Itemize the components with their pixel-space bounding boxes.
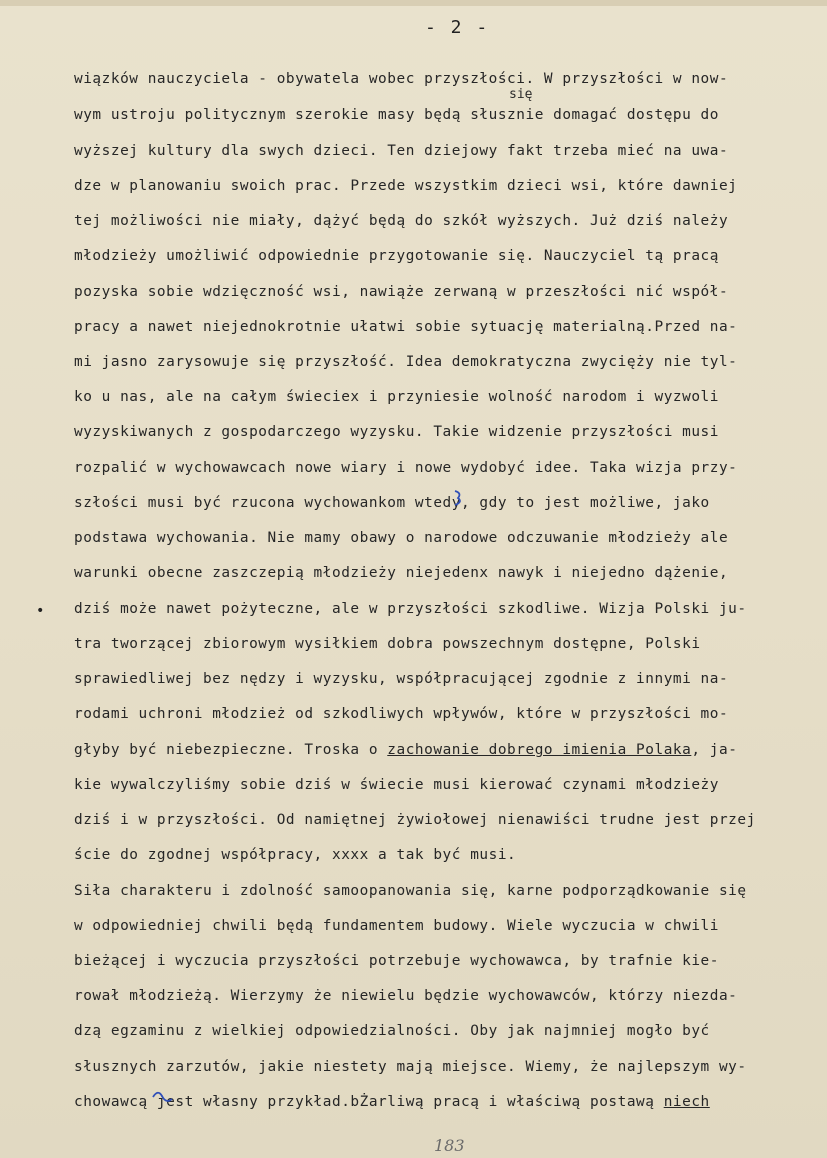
- text-line: kie wywalczyliśmy sobie dziś w świecie musi kierować czynami młodzieży: [74, 777, 719, 793]
- text-line: wym ustroju politycznym szerokie masy będą słusznie domagać dostępu do: [74, 107, 719, 123]
- text-line: dziś i w przyszłości. Od namiętnej żywiołowej nienawiści trudne jest przej: [74, 812, 756, 828]
- underlined-phrase: niech: [663, 1094, 710, 1110]
- text-line: dzą egzaminu z wielkiej odpowiedzialności. Oby jak najmniej mogło być: [74, 1023, 710, 1039]
- text-line: tej możliwości nie miały, dążyć będą do szkół wyższych. Już dziś należy: [74, 213, 729, 229]
- text-line: słusznych zarzutów, jakie niestety mają miejsce. Wiemy, że najlepszym wy-: [74, 1059, 747, 1075]
- margin-mark: •: [36, 603, 45, 619]
- text-line: sprawiedliwej bez nędzy i wyzysku, współpracującej zgodnie z innymi na-: [74, 671, 729, 687]
- interlinear-insertion: się: [509, 87, 533, 102]
- text-line: szłości musi być rzucona wychowankom wtedy, gdy to jest możliwe, jako: [74, 495, 710, 511]
- text-line: dze w planowaniu swoich prac. Przede wszystkim dzieci wsi, które dawniej: [74, 178, 738, 194]
- text-line: pozyska sobie wdzięczność wsi, nawiąże zerwaną w przeszłości nić współ-: [74, 284, 729, 300]
- text-line: Siła charakteru i zdolność samoopanowania się, karne podporządkowanie się: [74, 883, 747, 899]
- text-line: rował młodzieżą. Wierzymy że niewielu będzie wychowawców, którzy niezda-: [74, 988, 738, 1004]
- text-line: wiązków nauczyciela - obywatela wobec przyszłości. W przyszłości w now-: [74, 71, 729, 87]
- text-segment: , ja-: [691, 742, 738, 758]
- text-line: podstawa wychowania. Nie mamy obawy o narodowe odczuwanie młodzieży ale: [74, 530, 729, 546]
- text-line: wyższej kultury dla swych dzieci. Ten dziejowy fakt trzeba mieć na uwa-: [74, 143, 729, 159]
- text-line: młodzieży umożliwić odpowiednie przygotowanie się. Nauczyciel tą pracą: [74, 248, 719, 264]
- text-line: pracy a nawet niejednokrotnie ułatwi sobie sytuację materialną.Przed na-: [74, 319, 738, 335]
- pen-correction-mark: [451, 489, 465, 507]
- text-line: wyzyskiwanych z gospodarczego wyzysku. Takie widzenie przyszłości musi: [74, 424, 719, 440]
- text-line: warunki obecne zaszczepią młodzieży niejedenx nawyk i niejedno dążenie,: [74, 565, 729, 581]
- text-line: bieżącej i wyczucia przyszłości potrzebuje wychowawca, by trafnie kie-: [74, 953, 719, 969]
- text-segment: głyby być niebezpieczne. Troska o: [74, 742, 388, 758]
- handwritten-folio-number: 183: [434, 1136, 465, 1155]
- text-line-with-underline: [74, 741, 737, 759]
- text-line: rozpalić w wychowawcach nowe wiary i nowe wydobyć idee. Taka wizja przy-: [74, 460, 738, 476]
- text-line: w odpowiedniej chwili będą fundamentem budowy. Wiele wyczucia w chwili: [74, 918, 719, 934]
- pen-correction-mark: [150, 1087, 176, 1107]
- text-segment: chowawcą jest własny przykład.bŻarliwą pracą i właściwą postawą: [74, 1094, 664, 1110]
- text-line: dziś może nawet pożyteczne, ale w przyszłości szkodliwe. Wizja Polski ju-: [74, 601, 747, 617]
- text-line: rodami uchroni młodzież od szkodliwych wpływów, które w przyszłości mo-: [74, 706, 729, 722]
- page-number: - 2 -: [425, 17, 490, 38]
- underlined-phrase: zachowanie dobrego imienia Polaka: [387, 742, 692, 758]
- text-line: mi jasno zarysowuje się przyszłość. Idea demokratyczna zwycięży nie tyl-: [74, 354, 738, 370]
- paper-top-edge: [0, 0, 827, 6]
- text-line: ście do zgodnej współpracy, xxxx a tak być musi.: [74, 847, 517, 863]
- text-line: ko u nas, ale na całym świeciex i przyniesie wolność narodom i wyzwoli: [74, 389, 719, 405]
- text-line: tra tworzącej zbiorowym wysiłkiem dobra powszechnym dostępne, Polski: [74, 636, 701, 652]
